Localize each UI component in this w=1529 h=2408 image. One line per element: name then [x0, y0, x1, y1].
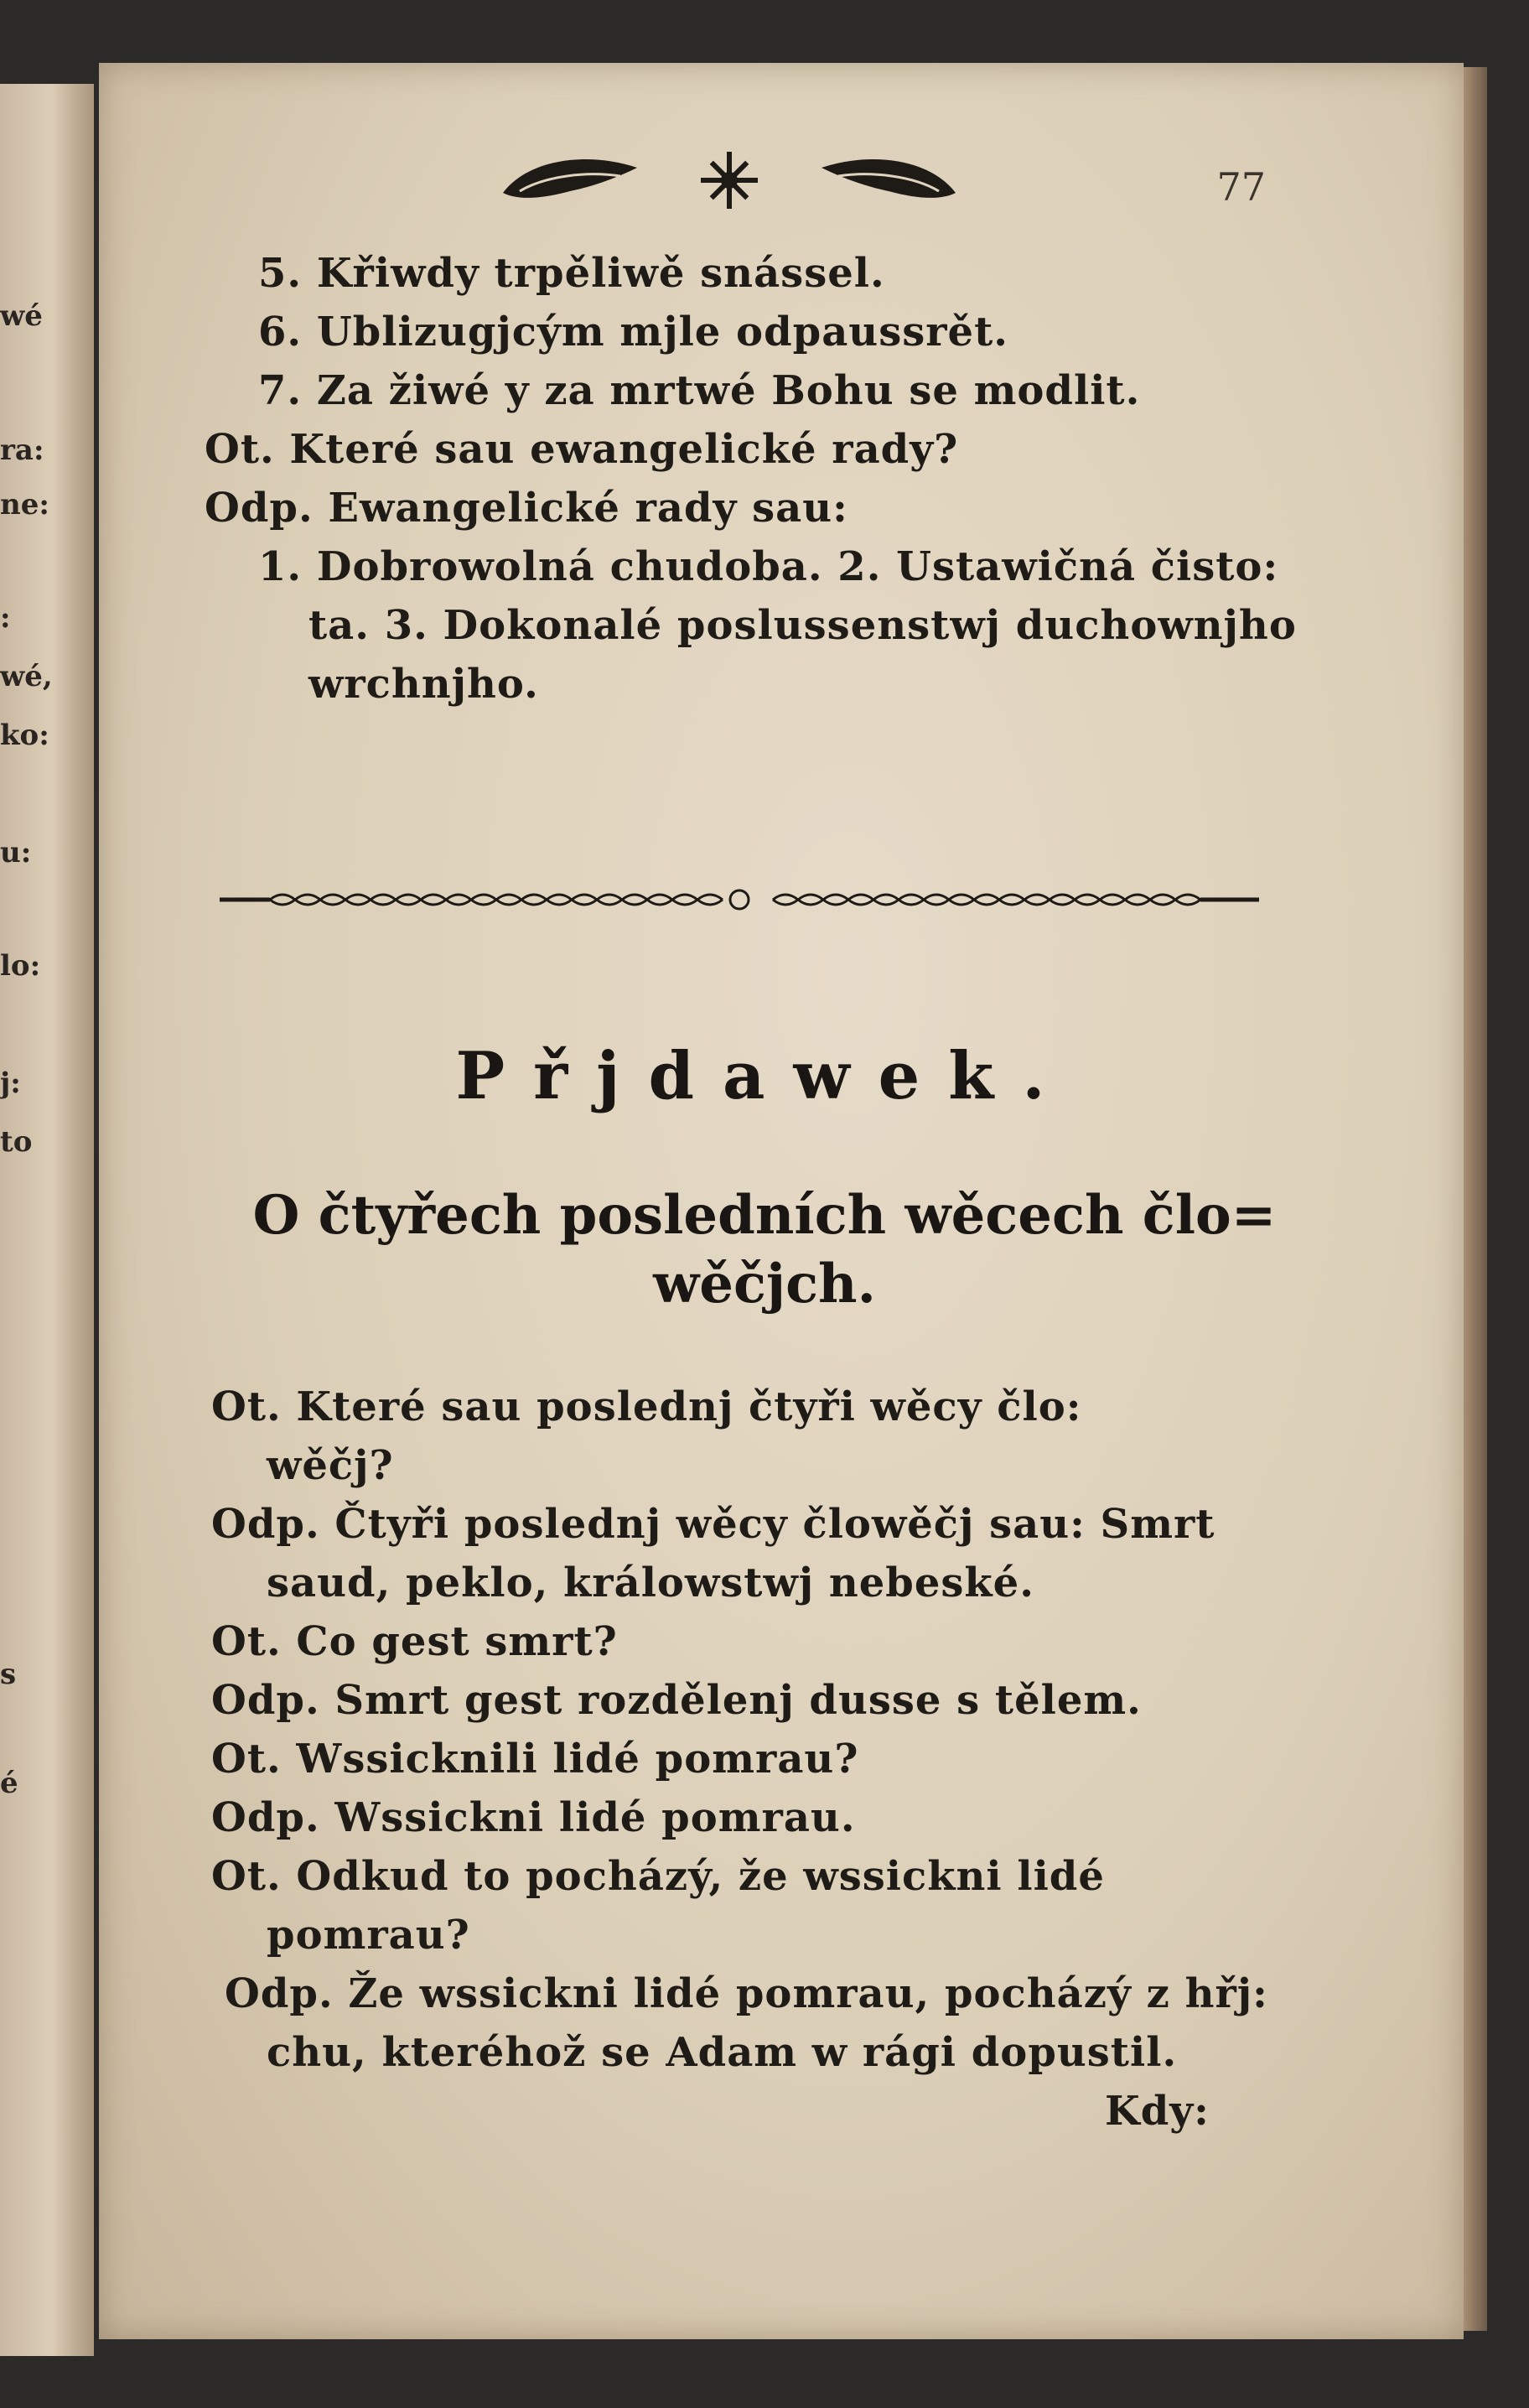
text-line: Ot. Které sau ewangelické rady? — [205, 426, 959, 473]
text-line: 1. Dobrowolná chudoba. 2. Ustawičná čisto: — [258, 543, 1279, 590]
decorative-rule — [220, 887, 1259, 912]
text-line: Odp. Ewangelické rady sau: — [205, 485, 848, 532]
left-fragment: s — [0, 1658, 17, 1691]
text-line: Odp. Čtyři poslednj wěcy člowěčj sau: Smrt — [211, 1501, 1215, 1548]
left-fragment: wé, — [0, 660, 53, 693]
text-line: Odp. Že wssickni lidé pomrau, pocházý z hřj: — [225, 1970, 1268, 2017]
left-fragment: u: — [0, 836, 32, 869]
text-line: Ot. Které sau poslednj čtyři wěcy člo: — [211, 1383, 1082, 1430]
left-fragment: lo: — [0, 949, 41, 983]
text-line: 7. Za žiwé y za mrtwé Bohu se modlit. — [258, 367, 1141, 414]
section-subheading: O čtyřech posledních wěcech člo= — [252, 1184, 1277, 1247]
left-fragment: j: — [0, 1066, 21, 1100]
text-line: Odp. Wssickni lidé pomrau. — [211, 1794, 856, 1841]
left-fragment: é — [0, 1767, 18, 1800]
left-fragment: ne: — [0, 488, 49, 522]
left-fragment: to — [0, 1125, 33, 1159]
left-fragment: wé — [0, 299, 43, 333]
text-line: 6. Ublizugjcým mjle odpaussrět. — [258, 309, 1008, 355]
left-fragment: ra: — [0, 433, 44, 467]
text-line: wrchnjho. — [308, 661, 539, 708]
text-line: wěčj? — [267, 1442, 394, 1489]
left-fragment: ko: — [0, 719, 49, 752]
text-line: pomrau? — [267, 1912, 470, 1959]
text-line: Ot. Wssicknili lidé pomrau? — [211, 1736, 859, 1783]
left-fragment: : — [0, 601, 11, 635]
floral-ornament-icon — [495, 143, 964, 218]
text-line: 5. Křiwdy trpěliwě snássel. — [258, 250, 885, 297]
text-line: Ot. Odkud to pocházý, že wssickni lidé — [211, 1853, 1105, 1900]
section-subheading: wěčjch. — [653, 1253, 876, 1316]
text-line: Ot. Co gest smrt? — [211, 1618, 618, 1665]
text-line: chu, kteréhož se Adam w rági dopustil. — [267, 2029, 1178, 2076]
text-line: ta. 3. Dokonalé poslussenstwj duchownjho — [308, 602, 1297, 649]
page-number: 77 — [1216, 164, 1266, 210]
text-line: saud, peklo, králowstwj nebeské. — [267, 1559, 1034, 1606]
section-heading: Přjdawek. — [455, 1038, 1074, 1114]
catchword: Kdy: — [1105, 2088, 1210, 2135]
text-line: Odp. Smrt gest rozdělenj dusse s tělem. — [211, 1677, 1142, 1724]
